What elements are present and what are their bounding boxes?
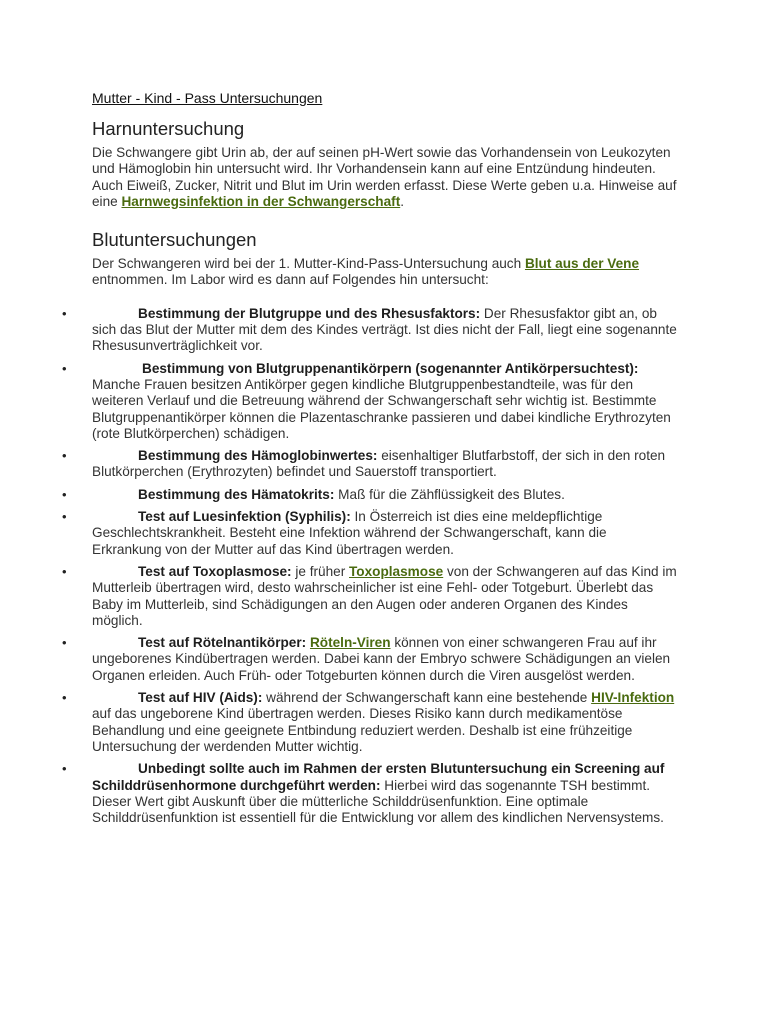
list-item-text: Hierbei wird das sogenannte TSH bestimmt. Dieser Wert gibt Auskunft über die mütterliche Schilddrüsenfunktion. Eine optimale Schilddrüsenfunktion ist essentiell für die Entwicklung vor allem des kindlichen Nervensystems. (92, 777, 664, 826)
list-item: • Test auf Rötelnantikörper: Röteln-Viren können von einer schwangeren Frau auf ihr ungeborenes Kindübertragen werden. Dabei kann der Embryo schwere Schädigungen an vielen Organen erleiden. Auch Früh- oder Totgeburten können durch die Viren ausgelöst werden. (62, 635, 671, 683)
list-item-text: Der Rhesusfaktor gibt an, ob sich das Blut der Mutter mit dem des Kindes verträgt. Ist dies nicht der Fall, liegt eine sogenannte Rhesusunverträglichkeit vor. (92, 305, 677, 354)
bullet-icon: • (62, 486, 67, 502)
list-item: • Test auf HIV (Aids): während der Schwangerschaft kann eine bestehende HIV-Infektion auf das ungeborene Kind übertragen werden. Dieses Risiko kann durch medikamentöse Behandlung und eine geeignete Entbindung reduziert werden. Deshalb ist eine frühzeitige Untersuchung der werdenden Mutter wichtig. (62, 690, 675, 754)
bullet-icon: • (62, 563, 67, 579)
link-roeteln-viren[interactable]: Röteln-Viren (309, 635, 391, 651)
link-toxoplasmose[interactable]: Toxoplasmose (349, 563, 444, 579)
list-item-term: Test auf Luesinfektion (Syphilis): (138, 509, 351, 525)
list-item-term: Bestimmung des Hämoglobinwertes: (138, 448, 378, 464)
link-hiv-infektion[interactable]: HIV-Infektion (591, 690, 675, 706)
list-item (62, 509, 678, 558)
section-heading-harnuntersuchung: Harnuntersuchung (92, 118, 245, 139)
bullet-icon: • (62, 635, 67, 651)
section-paragraph-harnuntersuchung: Die Schwangere gibt Urin ab, der auf seinen pH-Wert sowie das Vorhandensein von Leukozyten und Hämoglobin hin untersucht wird. Ihr Vorhandensein kann auf eine Entzündung hindeuten. Auch Eiweiß, Zucker, Nitrit und Blut im Urin werden erfasst. Diese Werte geben u.a. Hinweise auf eine Harnwegsinfektion in der Schwangerschaft. (92, 145, 677, 209)
list-item (62, 761, 678, 826)
list-item-text: Manche Frauen besitzen Antikörper gegen kindliche Blutgruppenbestandteile, was für den weiteren Verlauf und die Betreuung während der Schwangerschaft sehr wichtig ist. Bestimmte Blutgruppenantikörper können die Plazentaschranke passieren und dabei kindliche Erythrozyten (rote Blutkörperchen) schädigen. (92, 376, 671, 441)
list-item (62, 486, 678, 503)
bullet-icon: • (62, 360, 67, 376)
link-blut-aus-der-vene[interactable]: Blut aus der Vene (524, 256, 640, 272)
bullet-icon: • (62, 509, 67, 525)
list-item (62, 360, 678, 442)
document-page (62, 90, 682, 832)
list-item (62, 305, 678, 355)
list-item-term: Bestimmung der Blutgruppe und des Rhesusfaktors: (138, 305, 481, 321)
section-paragraph-blutuntersuchungen: Der Schwangeren wird bei der 1. Mutter-Kind-Pass-Untersuchung auch Blut aus der Vene entnommen. Im Labor wird es dann auf Folgendes hin untersucht: (92, 256, 640, 288)
list-item-text: Maß für die Zähflüssigkeit des Blutes. (334, 486, 565, 502)
list-item-text: In Österreich ist dies eine meldepflichtige Geschlechtskrankheit. Besteht eine Infektion während der Schwangerschaft, kann die Erkrankung von der Mutter auf das Kind übertragen werden. (92, 509, 607, 557)
list-item-term: Unbedingt sollte auch im Rahmen der ersten Blutuntersuchung ein Screening auf Schilddrüsenhormone durchgeführt werden: (92, 761, 665, 793)
bullet-icon: • (62, 305, 67, 321)
list-item: • Test auf Toxoplasmose: je früher Toxoplasmose von der Schwangeren auf das Kind im Mutterleib übertragen wird, desto wahrscheinlicher ist eine Fehl- oder Totgeburt. Überlebt das Baby im Mutterleib, sind Schädigungen an den Augen oder anderen Organen des Kindes möglich. (62, 563, 677, 628)
bullet-icon: • (62, 690, 67, 706)
list-item (62, 448, 678, 481)
list-item-term: Test auf Toxoplasmose: (138, 563, 292, 579)
bullet-icon: • (62, 761, 67, 777)
list-item-term: Bestimmung des Hämatokrits: (138, 486, 335, 502)
section-heading-blutuntersuchungen: Blutuntersuchungen (92, 229, 257, 251)
blood-test-list (62, 305, 682, 827)
link-harnwegsinfektion[interactable]: Harnwegsinfektion in der Schwangerschaft (121, 193, 401, 209)
list-item-term: Test auf Rötelnantikörper: (138, 635, 307, 651)
list-item-term: Test auf HIV (Aids): (138, 690, 263, 706)
list-item-text: eisenhaltiger Blutfarbstoff, der sich in den roten Blutkörperchen (Erythrozyten) befindet und Sauerstoff transportiert. (92, 448, 666, 480)
list-item-term: Bestimmung von Blutgruppenantikörpern (sogenannter Antikörpersuchtest): (142, 360, 639, 376)
bullet-icon: • (62, 448, 67, 464)
document-title: Mutter - Kind - Pass Untersuchungen (92, 90, 323, 106)
